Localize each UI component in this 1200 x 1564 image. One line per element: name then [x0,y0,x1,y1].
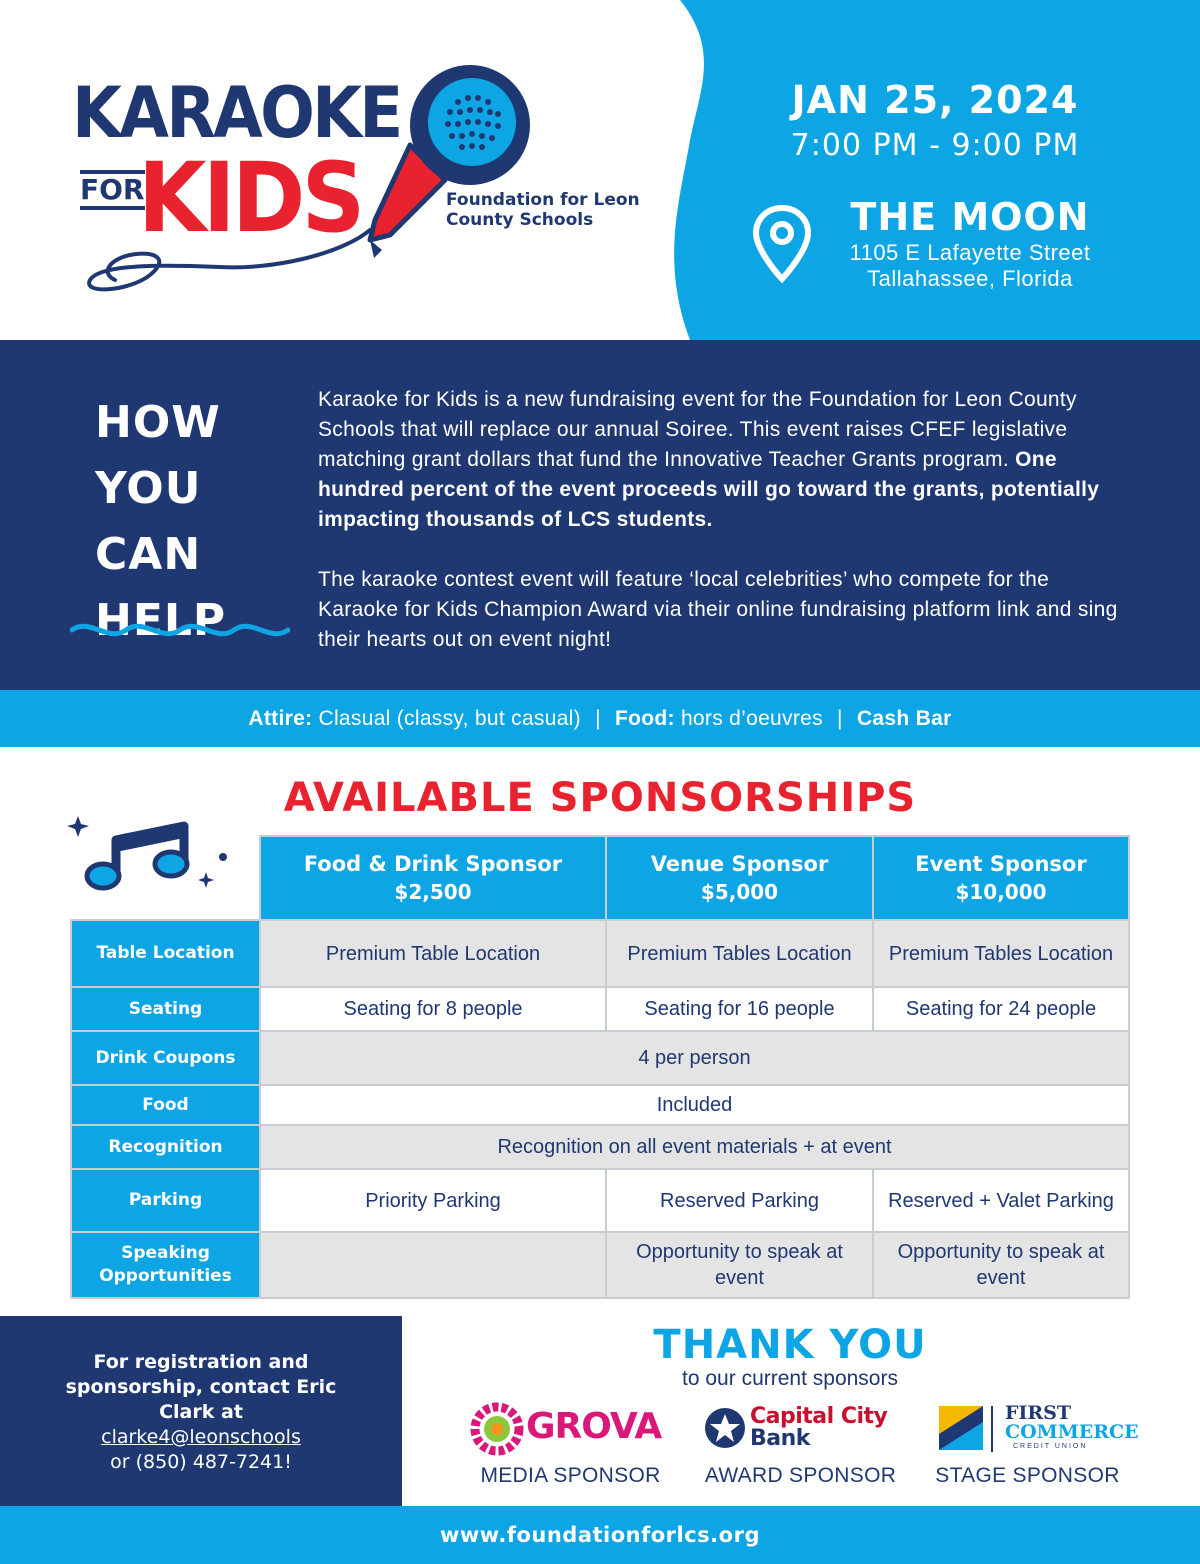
table-row [71,987,1129,1031]
food-value: hors d’oeuvres [680,707,823,730]
ccb-line-1: Capital City [750,1404,888,1429]
header [0,0,1200,340]
wave-underline-icon [70,615,290,645]
table-cell: Premium Tables Location [606,920,873,987]
row-label: Food [71,1085,260,1125]
tier-name: Venue Sponsor [650,852,829,876]
table-row [71,1031,1129,1085]
info-separator: | [837,707,843,730]
tier-food-drink [260,836,606,920]
row-label: Seating [71,987,260,1031]
fcu-line-2: COMMERCE [1005,1421,1139,1443]
table-cell: 4 per person [260,1031,1129,1085]
table-row [71,1085,1129,1125]
help-title-line: YOU [95,463,202,514]
location-pin-icon [752,205,812,283]
row-label: Drink Coupons [71,1031,260,1085]
ccb-line-2: Bank [750,1426,810,1451]
help-description [318,385,1128,655]
table-cell: Priority Parking [260,1169,606,1232]
address-line-2: Tallahassee, Florida [867,266,1073,291]
table-cell: Seating for 24 people [873,987,1129,1031]
tier-price: $2,500 [394,880,472,904]
thank-you-subtitle: to our current sponsors [682,1367,898,1390]
table-cell: Seating for 8 people [260,987,606,1031]
website-url[interactable]: www.foundationforlcs.org [0,1506,1200,1564]
help-paragraph-1-text: Karaoke for Kids is a new fundraising event for the Foundation for Leon County Schools that will replace our annual Soiree. This event raises CFEF legislative matching grant dollars that fund the Innovative Teacher Grants program. [318,388,1077,471]
info-separator: | [595,707,601,730]
table-cell: Reserved + Valet Parking [873,1169,1129,1232]
contact-text: For registration and sponsorship, contact Eric Clark at [65,1351,337,1423]
contact-email-link[interactable]: clarke4@leonschools [101,1426,301,1448]
org-name: Foundation for Leon County Schools [446,190,640,230]
contact-box [0,1316,402,1506]
table-cell [260,1232,606,1298]
tier-venue [606,836,873,920]
table-cell: Reserved Parking [606,1169,873,1232]
logo-kids-text: KIDS [138,142,362,254]
grova-logo-icon [470,1402,524,1456]
address-line-1: 1105 E Lafayette Street [849,240,1091,265]
table-cell: Seating for 16 people [606,987,873,1031]
sponsor-role: MEDIA SPONSOR [480,1464,661,1487]
row-label: Speaking Opportunities [71,1232,260,1298]
row-label: Table Location [71,920,260,987]
help-paragraph-1-bold: One hundred percent of the event proceeds will go toward the grants, potentially impacting thousands of LCS students. [318,448,1100,531]
first-commerce-logo-icon [937,1404,995,1454]
capital-city-bank-logo-text [750,1406,887,1450]
music-note-icon [66,812,236,902]
event-time: 7:00 PM - 9:00 PM [790,128,1080,163]
attire-value: Clasual (classy, but casual) [318,707,581,730]
logo-swirl-line [70,225,390,295]
table-cell: Premium Tables Location [873,920,1129,987]
tier-name: Food & Drink Sponsor [303,852,563,876]
event-date: JAN 25, 2024 [791,78,1079,122]
grova-logo-text: GROVA [526,1406,662,1447]
sponsor-role: STAGE SPONSOR [935,1464,1120,1487]
fcu-line-3: CREDIT UNION [1013,1443,1088,1450]
table-row [71,1232,1129,1298]
tier-price: $5,000 [700,880,779,904]
how-you-can-help-section [0,340,1200,690]
row-label: Parking [71,1169,260,1232]
sponsor-capital-city-bank [698,1400,903,1495]
row-label: Recognition [71,1125,260,1169]
logo-karaoke-text: KARAOKE [72,72,401,154]
thank-you-title: THANK YOU [653,1322,927,1368]
attire-label: Attire: [248,707,313,730]
help-paragraph-2: The karaoke contest event will feature ‘local celebrities’ who compete for the Karaoke for Kids Champion Award via their online fundraising platform link and sing their hearts out on event night! [318,568,1118,651]
help-title-line: HELP [95,595,227,646]
sponsor-first-commerce [925,1400,1139,1495]
contact-phone: or (850) 487-7241! [110,1451,292,1473]
sponsorship-table [70,835,1130,1299]
fcu-line-1: FIRST [1005,1402,1072,1424]
tier-name: Event Sponsor [915,852,1087,876]
table-row [71,1125,1129,1169]
table-row [71,920,1129,987]
logo-for-text: FOR [80,170,145,210]
table-cell: Premium Table Location [260,920,606,987]
cash-bar-label: Cash Bar [856,707,952,730]
table-cell: Included [260,1085,1129,1125]
event-info-bar [0,690,1200,747]
first-commerce-logo-text [1005,1404,1139,1452]
venue-address [820,240,1120,292]
help-title-line: HOW [95,397,221,448]
venue-name: THE MOON [850,195,1090,239]
table-cell: Opportunity to speak at event [873,1232,1129,1298]
help-paragraph-1 [318,385,1128,535]
tier-event [873,836,1129,920]
table-cell: Opportunity to speak at event [606,1232,873,1298]
sponsor-grova [468,1400,673,1495]
food-label: Food: [615,707,675,730]
sponsor-role: AWARD SPONSOR [704,1464,897,1487]
capital-city-bank-star-icon [703,1406,747,1450]
sponsorships-title: AVAILABLE SPONSORSHIPS [283,775,917,821]
tier-price: $10,000 [955,880,1047,904]
help-title-line: CAN [95,529,202,580]
table-cell: Recognition on all event materials + at event [260,1125,1129,1169]
table-row [71,1169,1129,1232]
